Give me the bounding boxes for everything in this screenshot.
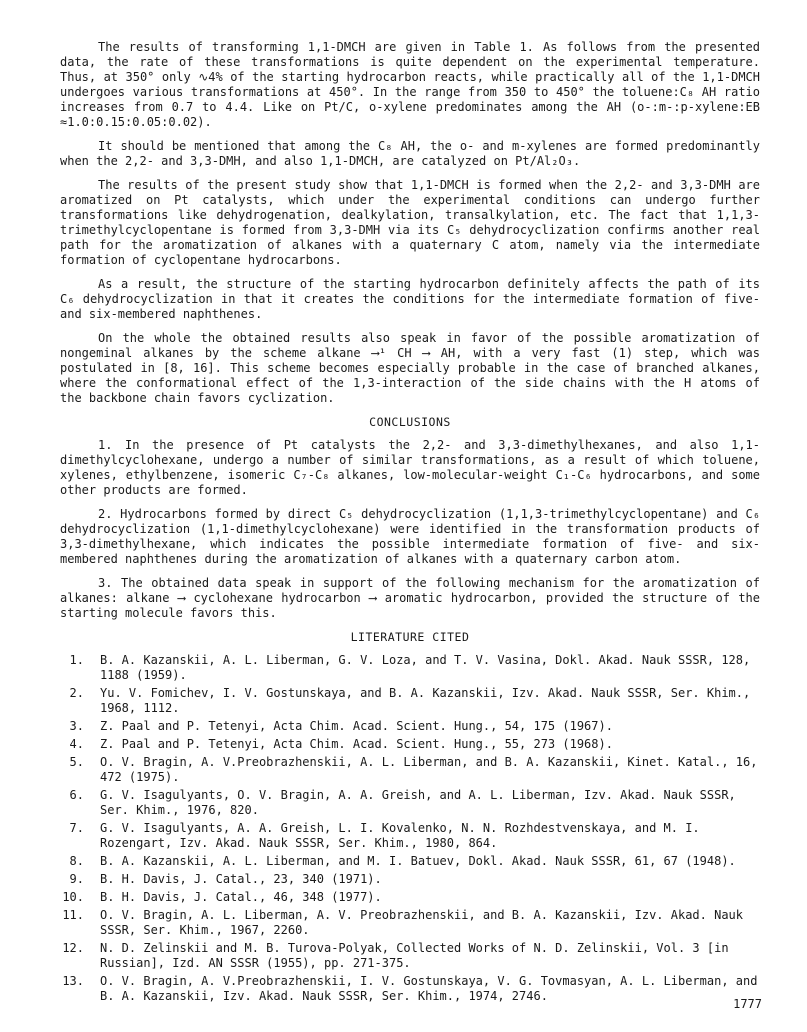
reference-item <box>60 941 760 971</box>
reference-number: 9. <box>69 872 84 886</box>
reference-number: 10. <box>62 890 84 904</box>
reference-number: 2. <box>69 686 84 700</box>
reference-item <box>60 737 760 752</box>
reference-text: B. A. Kazanskii, A. L. Liberman, and M. I. Batuev, Dokl. Akad. Nauk SSSR, 61, 67 (1948). <box>100 854 736 868</box>
reference-text: B. A. Kazanskii, A. L. Liberman, G. V. Loza, and T. V. Vasina, Dokl. Akad. Nauk SSSR, 128, 1188 (1959). <box>100 653 751 682</box>
literature-section <box>60 630 760 1004</box>
reference-number: 5. <box>69 755 84 769</box>
reference-item <box>60 788 760 818</box>
reference-item <box>60 686 760 716</box>
body-text <box>60 40 760 406</box>
body-paragraph-4: As a result, the structure of the starting hydrocarbon definitely affects the path of its C₆ dehydrocyclization in that it creates the conditions for the intermediate formation of five- and six-membered naphthenes. <box>60 277 760 321</box>
conclusions-section <box>60 415 760 621</box>
body-paragraph-2: It should be mentioned that among the C₈ AH, the o- and m-xylenes are formed predominantly when the 2,2- and 3,3-DMH, and also 1,1-DMCH, are catalyzed on Pt/Al₂O₃. <box>60 139 760 168</box>
reference-item <box>60 755 760 785</box>
reference-item <box>60 890 760 905</box>
reference-number: 11. <box>62 908 84 922</box>
reference-text: G. V. Isagulyants, A. A. Greish, L. I. Kovalenko, N. N. Rozhdestvenskaya, and M. I. Rozengart, Izv. Akad. Nauk SSSR, Ser. Khim., 1980, 864. <box>100 821 700 850</box>
page-number: 1777 <box>733 997 762 1011</box>
reference-text: Yu. V. Fomichev, I. V. Gostunskaya, and B. A. Kazanskii, Izv. Akad. Nauk SSSR, Ser. Khim., 1968, 1112. <box>100 686 751 715</box>
conclusion-item-2: 2. Hydrocarbons formed by direct C₅ dehydrocyclization (1,1,3-trimethylcyclopentane) and C₆ dehydrocyclization (1,1-dimethylcyclohexane) were identified in the transformation products of 3,3-dimethylhexane, which indicates the possible intermediate formation of five- and six-membered naphthenes during the aromatization of alkanes with a quaternary carbon atom. <box>60 507 760 566</box>
reference-text: Z. Paal and P. Tetenyi, Acta Chim. Acad. Scient. Hung., 55, 273 (1968). <box>100 737 613 751</box>
page <box>60 40 760 1007</box>
reference-text: O. V. Bragin, A. V.Preobrazhenskii, A. L. Liberman, and B. A. Kazanskii, Kinet. Katal., 16, 472 (1975). <box>100 755 758 784</box>
reference-text: O. V. Bragin, A. L. Liberman, A. V. Preobrazhenskii, and B. A. Kazanskii, Izv. Akad. Nauk SSSR, Ser. Khim., 1967, 2260. <box>100 908 743 937</box>
body-paragraph-1: The results of transforming 1,1-DMCH are given in Table 1. As follows from the presented data, the rate of these transformations is quite dependent on the experimental temperature. Thus, at 350° only ∿4% of the starting hydrocarbon reacts, while practically all of the 1,1-DMCH undergoes various transformations at 450°. In the range from 350 to 450° the toluene:C₈ AH ratio increases from 0.7 to 4.4. Like on Pt/C, o-xylene predominates among the AH (o-:m-:p-xylene:EB ≈1.0:0.15:0.05:0.02). <box>60 40 760 129</box>
reference-text: G. V. Isagulyants, O. V. Bragin, A. A. Greish, and A. L. Liberman, Izv. Akad. Nauk SSSR, Ser. Khim., 1976, 820. <box>100 788 736 817</box>
reference-text: B. H. Davis, J. Catal., 46, 348 (1977). <box>100 890 382 904</box>
conclusions-heading: CONCLUSIONS <box>369 415 451 429</box>
body-paragraph-3: The results of the present study show that 1,1-DMCH is formed when the 2,2- and 3,3-DMH are aromatized on Pt catalysts, which under the experimental conditions can undergo further transformations like dehydrogenation, dealkylation, transalkylation, etc. The fact that 1,1,3-trimethylcyclopentane is formed from 3,3-DMH via its C₅ dehydrocyclization confirms another real path for the aromatization of alkanes with a quaternary C atom, namely via the intermediate formation of cyclopentane hydrocarbons. <box>60 178 760 267</box>
reference-number: 12. <box>62 941 84 955</box>
reference-text: Z. Paal and P. Tetenyi, Acta Chim. Acad. Scient. Hung., 54, 175 (1967). <box>100 719 613 733</box>
body-paragraph-5: On the whole the obtained results also speak in favor of the possible aromatization of nongeminal alkanes by the scheme alkane ⟶¹ CH ⟶ AH, with a very fast (1) step, which was postulated in [8, 16]. This scheme becomes especially probable in the case of branched alkanes, where the conformational effect of the 1,3-interaction of the side chains with the H atoms of the backbone chain favors cyclization. <box>60 331 760 405</box>
reference-item <box>60 974 760 1004</box>
reference-number: 8. <box>69 854 84 868</box>
reference-number: 7. <box>69 821 84 835</box>
literature-heading: LITERATURE CITED <box>350 630 470 644</box>
conclusion-item-1: 1. In the presence of Pt catalysts the 2,2- and 3,3-dimethylhexanes, and also 1,1-dimethylcyclohexane, undergo a number of similar transformations, as a result of which toluene, xylenes, ethylbenzene, isomeric C₇-C₈ alkanes, low-molecular-weight C₁-C₆ hydrocarbons, and some other products are formed. <box>60 438 760 497</box>
reference-number: 1. <box>69 653 84 667</box>
reference-text: O. V. Bragin, A. V.Preobrazhenskii, I. V. Gostunskaya, V. G. Tovmasyan, A. L. Liberman, and B. A. Kazanskii, Izv. Akad. Nauk SSSR, Ser. Khim., 1974, 2746. <box>100 974 758 1003</box>
reference-number: 4. <box>69 737 84 751</box>
reference-item <box>60 653 760 683</box>
reference-item <box>60 854 760 869</box>
reference-number: 6. <box>69 788 84 802</box>
reference-item <box>60 872 760 887</box>
reference-number: 3. <box>69 719 84 733</box>
reference-text: N. D. Zelinskii and M. B. Turova-Polyak, Collected Works of N. D. Zelinskii, Vol. 3 [in Russian], Izd. AN SSSR (1955), pp. 271-375. <box>100 941 729 970</box>
reference-number: 13. <box>62 974 84 988</box>
reference-item <box>60 908 760 938</box>
reference-item <box>60 719 760 734</box>
conclusion-item-3: 3. The obtained data speak in support of the following mechanism for the aromatization of alkanes: alkane ⟶ cyclohexane hydrocarbon ⟶ aromatic hydrocarbon, provided the structure of the starting molecule favors this. <box>60 576 760 620</box>
reference-text: B. H. Davis, J. Catal., 23, 340 (1971). <box>100 872 382 886</box>
reference-list <box>60 653 760 1004</box>
reference-item <box>60 821 760 851</box>
